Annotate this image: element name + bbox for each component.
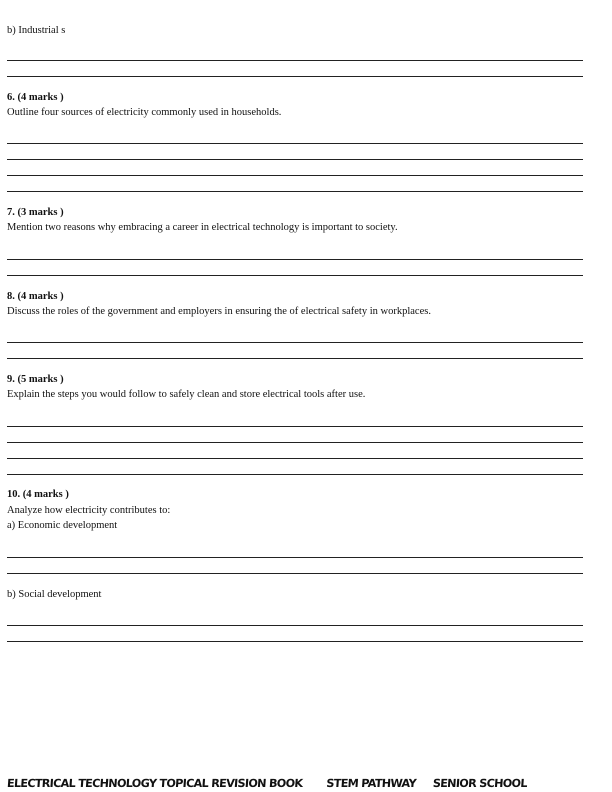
footer-level: SENIOR SCHOOL	[432, 777, 528, 790]
answer-line	[7, 175, 583, 176]
answer-line	[7, 426, 583, 427]
page-footer	[7, 777, 598, 790]
answer-line	[7, 342, 583, 343]
question-9-header: 9. (5 marks )	[7, 374, 64, 385]
answer-line	[7, 573, 583, 574]
answer-line	[7, 275, 583, 276]
question-10-prompt: Analyze how electricity contributes to:	[7, 505, 171, 516]
question-7-prompt: Mention two reasons why embracing a career in electrical technology is important to society.	[7, 222, 398, 233]
answer-line	[7, 259, 583, 260]
footer-pathway: STEM PATHWAY	[325, 777, 417, 790]
question-6-header: 6. (4 marks )	[7, 92, 64, 103]
answer-line	[7, 60, 583, 61]
answer-line	[7, 76, 583, 77]
footer-book-title: ELECTRICAL TECHNOLOGY TOPICAL REVISION BOOK	[6, 777, 303, 790]
question-7-header: 7. (3 marks )	[7, 207, 64, 218]
question-10b-label: b) Social development	[7, 589, 102, 600]
question-6-prompt: Outline four sources of electricity commonly used in households.	[7, 107, 282, 118]
question-5b-label: b) Industrial s	[7, 25, 66, 36]
question-10a-label: a) Economic development	[7, 520, 118, 531]
question-10-header: 10. (4 marks )	[7, 489, 69, 500]
answer-line	[7, 442, 583, 443]
answer-line	[7, 474, 583, 475]
answer-line	[7, 159, 583, 160]
answer-line	[7, 625, 583, 626]
answer-line	[7, 143, 583, 144]
answer-line	[7, 191, 583, 192]
answer-line	[7, 557, 583, 558]
question-8-prompt: Discuss the roles of the government and employers in ensuring the of electrical safety in workplaces.	[7, 306, 431, 317]
question-8-header: 8. (4 marks )	[7, 291, 64, 302]
answer-line	[7, 641, 583, 642]
question-9-prompt: Explain the steps you would follow to safely clean and store electrical tools after use.	[7, 389, 366, 400]
answer-line	[7, 458, 583, 459]
answer-line	[7, 358, 583, 359]
